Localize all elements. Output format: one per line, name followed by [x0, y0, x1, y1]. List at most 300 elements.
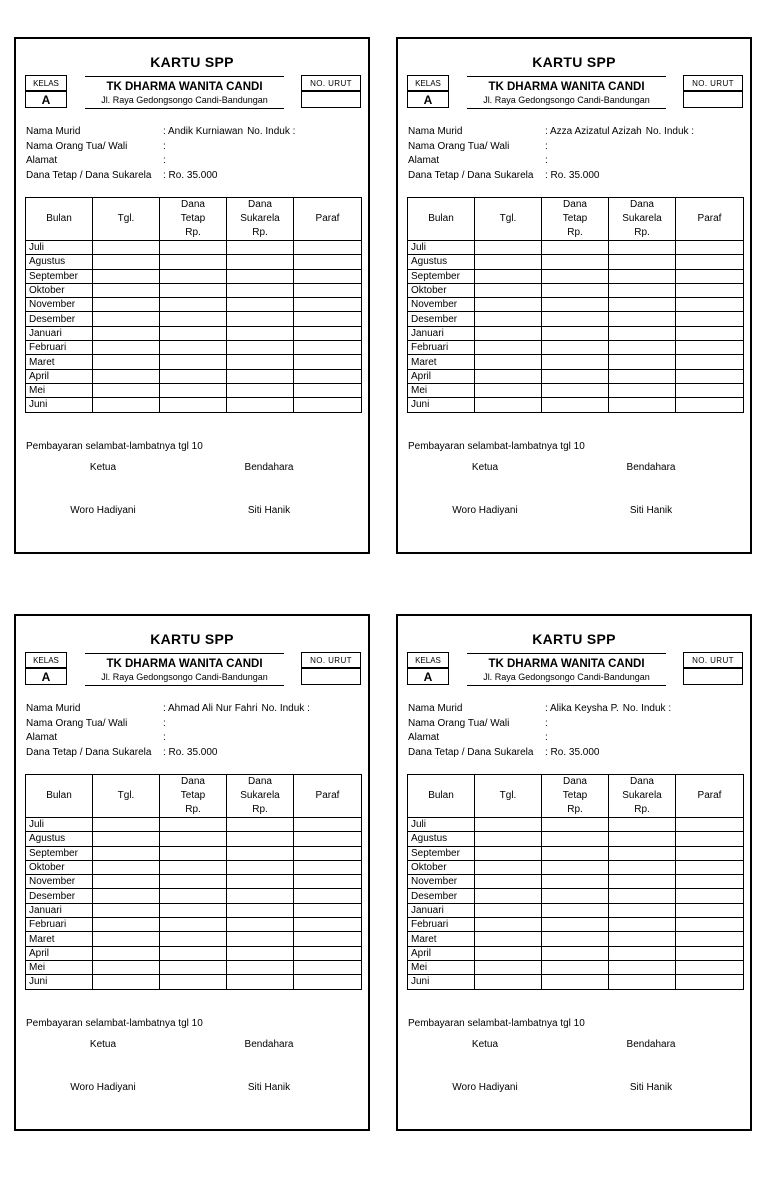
dana-sukarela-cell	[609, 369, 676, 383]
header-tgl: Tgl.	[93, 775, 160, 818]
header-paraf: Paraf	[294, 198, 362, 241]
dana-tetap-cell	[542, 918, 609, 932]
paraf-cell	[294, 818, 362, 832]
month-cell: Oktober	[408, 283, 475, 297]
date-cell	[93, 326, 160, 340]
paraf-cell	[676, 326, 744, 340]
payment-row	[26, 832, 362, 846]
payment-row	[26, 241, 362, 255]
card-title: KARTU SPP	[532, 631, 616, 647]
month-cell: Maret	[408, 355, 475, 369]
payment-row	[26, 946, 362, 960]
month-cell: Mei	[408, 960, 475, 974]
dana-sukarela-cell	[227, 298, 294, 312]
school-name: TK DHARMA WANITA CANDI	[106, 658, 263, 670]
month-cell: November	[408, 298, 475, 312]
bendahara-label: Bendahara	[626, 1039, 676, 1050]
dana-sukarela-cell	[227, 832, 294, 846]
no-induk-label: No. Induk :	[247, 126, 296, 137]
date-cell	[93, 889, 160, 903]
dana-tetap-cell	[160, 918, 227, 932]
orang-tua-label: Nama Orang Tua/ Wali	[26, 717, 128, 729]
paraf-cell	[294, 846, 362, 860]
payment-row	[26, 875, 362, 889]
dana-value: : Ro. 35.000	[163, 170, 218, 182]
paraf-cell	[294, 355, 362, 369]
month-cell: Agustus	[408, 832, 475, 846]
paraf-cell	[676, 818, 744, 832]
nama-murid-value: : Ahmad Ali Nur Fahri	[163, 703, 258, 714]
paraf-cell	[676, 903, 744, 917]
paraf-cell	[294, 932, 362, 946]
paraf-cell	[294, 860, 362, 874]
date-cell	[475, 341, 542, 355]
paraf-cell	[676, 975, 744, 989]
paraf-cell	[294, 960, 362, 974]
dana-tetap-cell	[542, 383, 609, 397]
payment-row	[408, 298, 744, 312]
paraf-cell	[676, 383, 744, 397]
dana-tetap-cell	[160, 846, 227, 860]
school-header	[85, 76, 284, 109]
paraf-cell	[294, 903, 362, 917]
dana-sukarela-cell	[227, 960, 294, 974]
dana-sukarela-cell	[227, 312, 294, 326]
paraf-cell	[294, 832, 362, 846]
dana-tetap-cell	[160, 269, 227, 283]
dana-tetap-cell	[542, 832, 609, 846]
paraf-cell	[676, 860, 744, 874]
paraf-cell	[294, 241, 362, 255]
no-urut-label: NO. URUT	[301, 75, 361, 91]
card-title: KARTU SPP	[150, 54, 234, 70]
date-cell	[475, 918, 542, 932]
orang-tua-label: Nama Orang Tua/ Wali	[408, 717, 510, 729]
alamat-value: :	[163, 732, 166, 744]
dana-tetap-cell	[542, 903, 609, 917]
paraf-cell	[676, 398, 744, 412]
nama-murid-label: Nama Murid	[26, 703, 81, 714]
nama-murid-label: Nama Murid	[408, 703, 463, 714]
date-cell	[93, 960, 160, 974]
school-name: TK DHARMA WANITA CANDI	[488, 658, 645, 670]
dana-tetap-cell	[160, 875, 227, 889]
payment-row	[26, 903, 362, 917]
dana-sukarela-cell	[609, 918, 676, 932]
ketua-name: Woro Hadiyani	[70, 505, 136, 516]
dana-sukarela-cell	[227, 355, 294, 369]
dana-sukarela-cell	[609, 946, 676, 960]
payment-row	[26, 960, 362, 974]
payment-row	[26, 383, 362, 397]
ketua-name: Woro Hadiyani	[452, 1082, 518, 1093]
paraf-cell	[294, 298, 362, 312]
date-cell	[475, 283, 542, 297]
dana-tetap-cell	[542, 932, 609, 946]
spp-card	[14, 614, 370, 1131]
date-cell	[475, 975, 542, 989]
school-header	[467, 76, 666, 109]
ketua-label: Ketua	[89, 462, 117, 473]
kelas-value: A	[407, 668, 449, 685]
month-cell: Maret	[408, 932, 475, 946]
orang-tua-value: :	[163, 140, 166, 152]
payment-table	[25, 197, 362, 413]
month-cell: Mei	[26, 960, 93, 974]
nama-murid-label: Nama Murid	[26, 126, 81, 137]
month-cell: Maret	[26, 355, 93, 369]
kelas-value: A	[25, 668, 67, 685]
payment-row	[408, 369, 744, 383]
dana-tetap-cell	[542, 960, 609, 974]
kelas-value: A	[25, 91, 67, 108]
header-dana-sukarela: Dana Sukarela Rp.	[227, 198, 294, 241]
date-cell	[475, 326, 542, 340]
dana-sukarela-cell	[227, 932, 294, 946]
month-cell: September	[408, 846, 475, 860]
alamat-value: :	[545, 732, 548, 744]
dana-tetap-cell	[542, 818, 609, 832]
date-cell	[93, 932, 160, 946]
dana-tetap-cell	[160, 932, 227, 946]
month-cell: Agustus	[26, 832, 93, 846]
dana-label: Dana Tetap / Dana Sukarela	[26, 747, 152, 759]
date-cell	[93, 269, 160, 283]
header-dana-tetap: Dana Tetap Rp.	[160, 198, 227, 241]
payment-row	[408, 269, 744, 283]
header-dana-tetap: Dana Tetap Rp.	[542, 775, 609, 818]
month-cell: Oktober	[26, 860, 93, 874]
dana-sukarela-cell	[609, 860, 676, 874]
month-cell: Juli	[26, 241, 93, 255]
nama-murid-value: : Andik Kurniawan	[163, 126, 244, 137]
month-cell: Februari	[26, 918, 93, 932]
payment-row	[408, 241, 744, 255]
dana-tetap-cell	[160, 889, 227, 903]
dana-label: Dana Tetap / Dana Sukarela	[26, 170, 152, 182]
dana-sukarela-cell	[609, 269, 676, 283]
header-dana-tetap: Dana Tetap Rp.	[160, 775, 227, 818]
header-paraf: Paraf	[676, 198, 744, 241]
date-cell	[475, 818, 542, 832]
dana-sukarela-cell	[227, 269, 294, 283]
nama-murid-value: : Alika Keysha P.	[545, 703, 619, 714]
dana-tetap-cell	[160, 369, 227, 383]
dana-tetap-cell	[160, 960, 227, 974]
paraf-cell	[294, 283, 362, 297]
payment-row	[26, 818, 362, 832]
payment-deadline-note: Pembayaran selambat-lambatnya tgl 10	[408, 1018, 585, 1029]
no-induk-label: No. Induk :	[645, 126, 695, 137]
month-cell: Desember	[26, 312, 93, 326]
month-cell: April	[26, 369, 93, 383]
payment-row	[408, 960, 744, 974]
month-cell: Juni	[26, 975, 93, 989]
payment-row	[26, 355, 362, 369]
dana-sukarela-cell	[227, 341, 294, 355]
paraf-cell	[294, 383, 362, 397]
dana-sukarela-cell	[227, 241, 294, 255]
dana-label: Dana Tetap / Dana Sukarela	[408, 170, 534, 182]
header-bulan: Bulan	[26, 775, 93, 818]
dana-sukarela-cell	[227, 283, 294, 297]
month-cell: Juni	[408, 975, 475, 989]
no-urut-label: NO. URUT	[683, 652, 743, 668]
orang-tua-value: :	[163, 717, 166, 729]
dana-sukarela-cell	[609, 283, 676, 297]
month-cell: Februari	[408, 918, 475, 932]
paraf-cell	[294, 918, 362, 932]
date-cell	[93, 255, 160, 269]
ketua-label: Ketua	[471, 1039, 499, 1050]
paraf-cell	[676, 369, 744, 383]
date-cell	[93, 903, 160, 917]
spp-card	[396, 37, 752, 554]
bendahara-label: Bendahara	[244, 1039, 294, 1050]
card-title: KARTU SPP	[150, 631, 234, 647]
dana-tetap-cell	[542, 312, 609, 326]
dana-tetap-cell	[160, 241, 227, 255]
payment-row	[408, 946, 744, 960]
paraf-cell	[294, 975, 362, 989]
payment-row	[26, 326, 362, 340]
date-cell	[475, 241, 542, 255]
paraf-cell	[676, 946, 744, 960]
payment-row	[408, 326, 744, 340]
no-induk-label: No. Induk :	[622, 703, 672, 714]
paraf-cell	[294, 875, 362, 889]
dana-sukarela-cell	[609, 255, 676, 269]
paraf-cell	[676, 341, 744, 355]
paraf-cell	[676, 832, 744, 846]
dana-sukarela-cell	[227, 975, 294, 989]
kelas-label: KELAS	[25, 75, 67, 91]
payment-row	[408, 932, 744, 946]
dana-tetap-cell	[160, 383, 227, 397]
dana-sukarela-cell	[227, 398, 294, 412]
date-cell	[475, 269, 542, 283]
payment-row	[408, 341, 744, 355]
payment-row	[408, 355, 744, 369]
orang-tua-value: :	[545, 140, 548, 152]
alamat-label: Alamat	[408, 732, 440, 744]
dana-sukarela-cell	[227, 326, 294, 340]
dana-tetap-cell	[160, 283, 227, 297]
payment-row	[408, 975, 744, 989]
orang-tua-label: Nama Orang Tua/ Wali	[408, 140, 510, 152]
dana-value: : Ro. 35.000	[545, 170, 600, 182]
dana-sukarela-cell	[609, 903, 676, 917]
header-tgl: Tgl.	[475, 775, 542, 818]
dana-tetap-cell	[160, 975, 227, 989]
school-address: Jl. Raya Gedongsongo Candi-Bandungan	[483, 672, 650, 682]
dana-sukarela-cell	[609, 932, 676, 946]
date-cell	[93, 283, 160, 297]
month-cell: Oktober	[26, 283, 93, 297]
month-cell: November	[26, 875, 93, 889]
date-cell	[475, 312, 542, 326]
dana-tetap-cell	[542, 975, 609, 989]
date-cell	[93, 298, 160, 312]
header-dana-tetap: Dana Tetap Rp.	[542, 198, 609, 241]
payment-row	[408, 312, 744, 326]
payment-row	[408, 903, 744, 917]
dana-sukarela-cell	[227, 255, 294, 269]
payment-deadline-note: Pembayaran selambat-lambatnya tgl 10	[408, 441, 585, 452]
dana-tetap-cell	[542, 255, 609, 269]
date-cell	[475, 932, 542, 946]
no-urut-label: NO. URUT	[683, 75, 743, 91]
month-cell: September	[26, 846, 93, 860]
dana-tetap-cell	[160, 355, 227, 369]
payment-deadline-note: Pembayaran selambat-lambatnya tgl 10	[26, 441, 203, 452]
paraf-cell	[294, 269, 362, 283]
paraf-cell	[294, 255, 362, 269]
date-cell	[475, 369, 542, 383]
month-cell: November	[26, 298, 93, 312]
payment-row	[26, 975, 362, 989]
dana-tetap-cell	[160, 398, 227, 412]
school-name: TK DHARMA WANITA CANDI	[488, 81, 645, 93]
payment-row	[26, 889, 362, 903]
month-cell: Juli	[26, 818, 93, 832]
dana-sukarela-cell	[227, 918, 294, 932]
dana-tetap-cell	[160, 946, 227, 960]
date-cell	[93, 975, 160, 989]
dana-tetap-cell	[160, 832, 227, 846]
payment-row	[408, 255, 744, 269]
no-urut-field[interactable]	[301, 668, 361, 685]
dana-sukarela-cell	[609, 832, 676, 846]
month-cell: November	[408, 875, 475, 889]
no-urut-field[interactable]	[683, 91, 743, 108]
school-address: Jl. Raya Gedongsongo Candi-Bandungan	[101, 672, 268, 682]
date-cell	[93, 383, 160, 397]
dana-tetap-cell	[542, 269, 609, 283]
date-cell	[475, 903, 542, 917]
header-tgl: Tgl.	[475, 198, 542, 241]
dana-tetap-cell	[542, 341, 609, 355]
payment-row	[26, 298, 362, 312]
payment-row	[408, 283, 744, 297]
header-dana-sukarela: Dana Sukarela Rp.	[227, 775, 294, 818]
payment-row	[26, 341, 362, 355]
dana-sukarela-cell	[609, 298, 676, 312]
header-paraf: Paraf	[676, 775, 744, 818]
date-cell	[93, 818, 160, 832]
dana-sukarela-cell	[609, 846, 676, 860]
payment-row	[26, 269, 362, 283]
dana-sukarela-cell	[227, 369, 294, 383]
month-cell: Januari	[26, 903, 93, 917]
payment-row	[26, 283, 362, 297]
month-cell: Juli	[408, 241, 475, 255]
month-cell: April	[408, 946, 475, 960]
dana-value: : Ro. 35.000	[545, 747, 600, 759]
dana-sukarela-cell	[227, 846, 294, 860]
dana-sukarela-cell	[609, 355, 676, 369]
date-cell	[475, 875, 542, 889]
month-cell: Maret	[26, 932, 93, 946]
dana-sukarela-cell	[609, 818, 676, 832]
date-cell	[93, 398, 160, 412]
spp-card	[14, 37, 370, 554]
dana-tetap-cell	[542, 241, 609, 255]
date-cell	[93, 918, 160, 932]
header-bulan: Bulan	[26, 198, 93, 241]
payment-deadline-note: Pembayaran selambat-lambatnya tgl 10	[26, 1018, 203, 1029]
paraf-cell	[294, 326, 362, 340]
no-urut-field[interactable]	[301, 91, 361, 108]
date-cell	[475, 946, 542, 960]
dana-tetap-cell	[542, 369, 609, 383]
month-cell: Januari	[26, 326, 93, 340]
month-cell: Februari	[26, 341, 93, 355]
date-cell	[475, 889, 542, 903]
month-cell: Desember	[26, 889, 93, 903]
dana-tetap-cell	[160, 255, 227, 269]
payment-row	[408, 398, 744, 412]
dana-tetap-cell	[542, 946, 609, 960]
dana-tetap-cell	[160, 860, 227, 874]
date-cell	[475, 298, 542, 312]
nama-murid-label: Nama Murid	[408, 126, 463, 137]
dana-sukarela-cell	[609, 960, 676, 974]
date-cell	[93, 341, 160, 355]
month-cell: Januari	[408, 326, 475, 340]
dana-tetap-cell	[160, 818, 227, 832]
month-cell: Mei	[26, 383, 93, 397]
no-urut-field[interactable]	[683, 668, 743, 685]
header-paraf: Paraf	[294, 775, 362, 818]
payment-row	[408, 846, 744, 860]
bendahara-name: Siti Hanik	[247, 1082, 291, 1093]
month-cell: April	[408, 369, 475, 383]
payment-row	[26, 369, 362, 383]
ketua-label: Ketua	[471, 462, 499, 473]
dana-sukarela-cell	[609, 241, 676, 255]
payment-row	[26, 932, 362, 946]
month-cell: September	[408, 269, 475, 283]
date-cell	[475, 383, 542, 397]
dana-sukarela-cell	[609, 312, 676, 326]
month-cell: Juni	[408, 398, 475, 412]
paraf-cell	[294, 369, 362, 383]
header-bulan: Bulan	[408, 775, 475, 818]
date-cell	[93, 369, 160, 383]
payment-table	[407, 197, 744, 413]
payment-row	[408, 918, 744, 932]
kelas-label: KELAS	[407, 75, 449, 91]
ketua-label: Ketua	[89, 1039, 117, 1050]
payment-row	[26, 255, 362, 269]
paraf-cell	[676, 355, 744, 369]
month-cell: Mei	[408, 383, 475, 397]
dana-sukarela-cell	[609, 326, 676, 340]
alamat-value: :	[545, 155, 548, 167]
dana-sukarela-cell	[227, 818, 294, 832]
month-cell: Agustus	[26, 255, 93, 269]
date-cell	[93, 860, 160, 874]
dana-sukarela-cell	[609, 875, 676, 889]
month-cell: September	[26, 269, 93, 283]
header-dana-sukarela: Dana Sukarela Rp.	[609, 198, 676, 241]
paraf-cell	[676, 960, 744, 974]
alamat-value: :	[163, 155, 166, 167]
header-dana-sukarela: Dana Sukarela Rp.	[609, 775, 676, 818]
dana-tetap-cell	[542, 875, 609, 889]
kelas-label: KELAS	[25, 652, 67, 668]
